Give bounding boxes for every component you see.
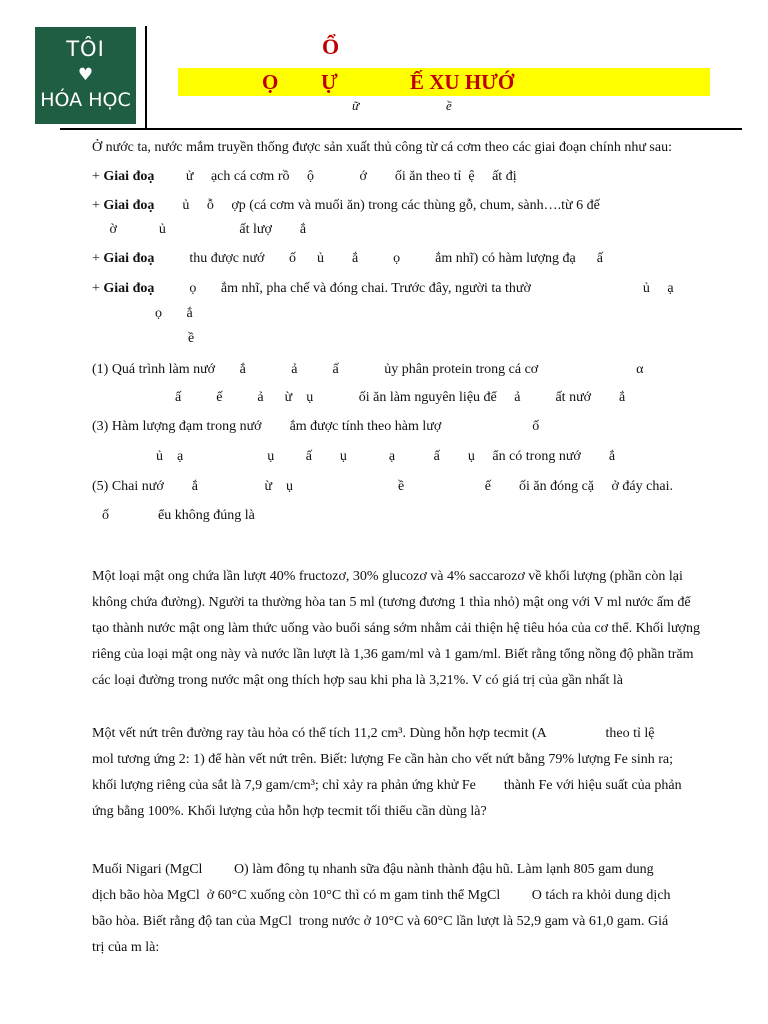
statement-2: ấ ế ả ừ ụ ối ăn làm nguyên liệu để ả ất nướ ắ	[175, 390, 626, 405]
question-3	[92, 721, 732, 825]
bullet: +	[92, 281, 104, 296]
question-2-line: riêng của loại mật ong này và nước lần lượt là 1,36 gam/ml và 1 gam/ml. Biết rằng tổng nồng độ phần trăm	[92, 647, 694, 662]
stage-text: ử ạch cá cơm rồ ộ ớ ối ăn theo tỉ ệ ất đị	[154, 169, 517, 184]
question-4	[92, 857, 732, 961]
header-title-part: Ọ	[262, 70, 279, 94]
stage-label: Giai đoạ	[103, 169, 155, 184]
stage-3	[92, 250, 603, 268]
question-2	[92, 564, 732, 694]
stage-label: Giai đoạ	[103, 251, 155, 266]
question-2-line: các loại đường trong nước mật ong thích hợp sau khi pha là 3,21%. V có giá trị của gần nhất là	[92, 673, 624, 688]
logo-line-1: TÔI	[66, 37, 105, 61]
logo	[35, 27, 136, 124]
header-title-part: Ế XU HƯỚ	[410, 70, 515, 94]
statement-4: ủ ạ ụ ấ ụ ạ ấ ụ ẩn có trong nướ ắ	[156, 449, 616, 464]
question-3-line: Một vết nứt trên đường ray tàu hỏa có thể tích 11,2 cm³. Dùng hỗn hợp tecmit (A theo tỉ lệ	[92, 726, 655, 741]
stage-text: ủ ỗ ợp (cá cơm và muối ăn) trong các thùng gỗ, chum, sành….từ 6 đế	[154, 198, 600, 213]
stage-4	[92, 280, 674, 298]
question-prompt-1: ố ểu không đúng là	[102, 508, 255, 523]
question-4-line: Muối Nigari (MgCl O) làm đông tụ nhanh sữa đậu nành thành đậu hũ. Làm lạnh 805 gam dung	[92, 862, 654, 877]
header-subtitle-part: ề	[446, 98, 452, 113]
question-3-line: mol tương ứng 2: 1) để hàn vết nứt trên. Biết: lượng Fe cần hàn cho vết nứt bằng 79% lượng Fe sinh ra;	[92, 752, 673, 767]
heart-icon: ♥	[77, 65, 94, 85]
header-title-bar	[178, 68, 710, 96]
stage-text: thu được nướ ố ủ ắ ọ ắm nhĩ) có hàm lượng đạ ấ	[154, 251, 603, 266]
header-subtitle-part: ữ	[352, 98, 360, 113]
statement-1: (1) Quá trình làm nướ ắ ả ấ ủy phân protein trong cá cơ α	[92, 362, 644, 377]
question-2-line: Một loại mật ong chứa lần lượt 40% fructozơ, 30% glucozơ và 4% saccarozơ về khối lượng (phần còn lại	[92, 569, 683, 584]
bullet: +	[92, 169, 104, 184]
stage-4-continued: ọ ắ	[155, 306, 193, 321]
bullet: +	[92, 198, 104, 213]
logo-line-2: HÓA HỌC	[40, 89, 131, 111]
header-divider-horizontal	[60, 128, 742, 130]
header-divider-vertical	[145, 26, 147, 130]
question-4-line: dịch bão hòa MgCl ở 60°C xuống còn 10°C thì có m gam tinh thể MgCl O tách ra khỏi dung dịch	[92, 888, 671, 903]
stage-2-continued: ờ ủ ất lượ ắ	[92, 222, 307, 237]
stage-2	[92, 197, 600, 215]
question-3-line: ứng bằng 100%. Khối lượng của hỗn hợp tecmit tối thiểu cần dùng là?	[92, 804, 487, 819]
header-top-glyph: Ổ	[322, 34, 340, 59]
statement-5: (5) Chai nướ ắ ừ ụ ề ế ối ăn đóng cặ ở đáy chai.	[92, 479, 673, 494]
question-4-line: bão hòa. Biết rằng độ tan của MgCl trong nước ở 10°C và 60°C lần lượt là 52,9 gam và 61,0 gam. Giá	[92, 914, 669, 929]
bullet: +	[92, 251, 104, 266]
intro-text: Ở nước ta, nước mắm truyền thống được sản xuất thủ công từ cá cơm theo các giai đoạn chính như sau:	[92, 140, 672, 155]
stage-label: Giai đoạ	[103, 281, 155, 296]
stage-label: Giai đoạ	[103, 198, 155, 213]
header-title-part: Ự	[321, 70, 338, 94]
stage-4-continued-2: ề	[188, 331, 195, 346]
stage-1	[92, 168, 517, 186]
question-2-line: tạo thành nước mật ong làm thức uống vào buổi sáng sớm nhằm cải thiện hệ tiêu hóa của cơ thể. Khối lượng	[92, 621, 700, 636]
question-4-line: trị của m là:	[92, 940, 160, 955]
question-2-line: không chứa đường). Người ta thường hòa tan 5 ml (tương đương 1 thìa nhỏ) mật ong với V ml nước ấm để	[92, 595, 691, 610]
question-3-line: khối lượng riêng của sắt là 7,9 gam/cm³; chỉ xảy ra phản ứng khử Fe thành Fe với hiệu suất của phản	[92, 778, 682, 793]
stage-text: ọ ắm nhĩ, pha chế và đóng chai. Trước đây, người ta thườ ủ ạ	[154, 281, 674, 296]
statement-3: (3) Hàm lượng đạm trong nướ ắm được tính theo hàm lượ ố	[92, 419, 540, 434]
